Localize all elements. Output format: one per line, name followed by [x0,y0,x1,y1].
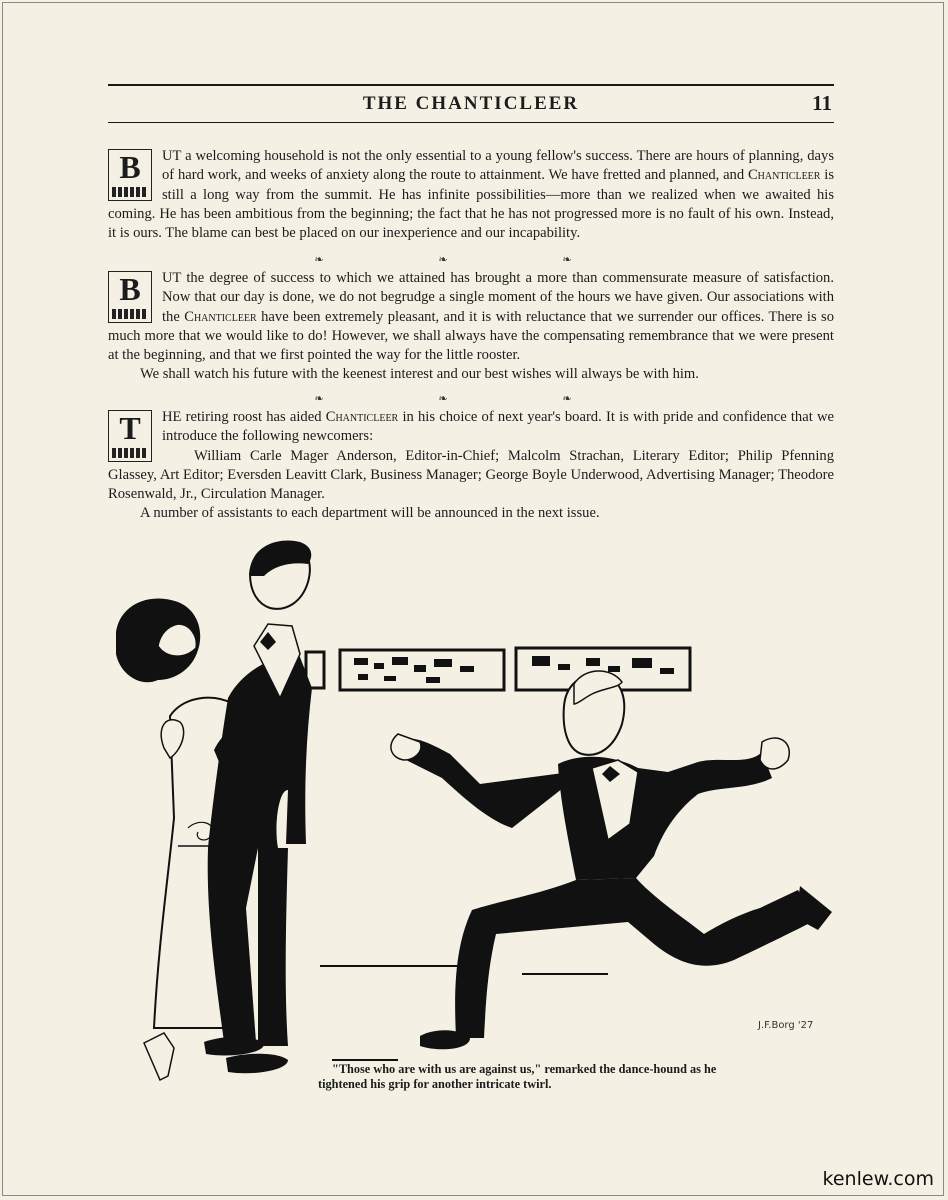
publication-title: THE CHANTICLEER [362,93,580,114]
chanticleer-name: Chanticleer [325,409,399,425]
drop-cap-ornament [112,448,148,458]
artist-signature: J.F.Borg '27 [758,1020,814,1031]
paragraph-3: T HE retiring roost has aided Chanticleer in his choice of next year's board. It is with pride and confidence that we introduce the following newcomers: William Carle Mager Anderson, Editor-in-Chief; Malcolm Strachan, Literary Editor; Philip Pfenning Glassey, Art Editor; Eversden Leavitt Clark, Business Manager; George Boyle Underwood, Advertising Manager; Theodore Rosenwald, Jr., Circulation Manager. A number of assistants to each department will be announced in the next issue. [108,408,834,524]
man-partner [204,540,312,1073]
section-ornament: ❧ ❧ ❧ [314,254,628,266]
running-dancer [391,671,832,1049]
drop-cap-ornament [112,187,148,197]
closing-line: We shall watch his future with the keenest interest and our best wishes will always be with him. [140,366,699,383]
site-watermark: kenlew.com [822,1168,934,1190]
drop-cap-b: B [108,149,152,201]
paragraph-2: B UT the degree of success to which we attained has brought a more than commensurate measure of satisfaction. Now that our day is done, we do not begrudge a single moment of the hours we have given. Our associations with the Chanticleer have been extremely pleasant, and it is with reluctance that we surrender our offices. There is so much more that we would like to do! However, we shall always have the compensating remembrance that we were present at the beginning, and that we first pointed the way for the little rooster. We shall watch his future with the keenest interest and our best wishes will always be with him. [108,269,834,385]
illustration-caption: "Those who are with us are against us," remarked the dance-hound as he tightened his grip for another intricate twirl. [318,1062,717,1091]
wall-frames [306,648,690,690]
running-header [108,84,834,123]
wall-frame-marks [354,656,674,683]
dance-illustration [108,528,834,1088]
chanticleer-name: Chanticleer [184,308,257,325]
drop-cap-b: B [108,271,152,323]
drop-cap-ornament [112,309,148,319]
closing-line: A number of assistants to each department will be announced in the next issue. [140,505,600,522]
chanticleer-name: Chanticleer [747,167,821,184]
paragraph-1: B UT a welcoming household is not the only essential to a young fellow's success. There are hours of planning, days of hard work, and weeks of anxiety along the route to attainment. We have fretted and planned, and Chanticleer is still a long way from the summit. He has infinite possibilities—more than we realized when we awaited his coming. He has been ambitious from the beginning; the fact that he has not progressed more is no fault of his own. Instead, it is ours. The blame can best be placed on our inexperience and our incapability. [108,148,834,242]
drop-cap-t: T [108,410,152,462]
new-board-list: William Carle Mager Anderson, Editor-in-Chief; Malcolm Strachan, Literary Editor; Philip Pfenning Glassey, Art Editor; Eversden Leavitt Clark, Business Manager; George Boyle Underwood, Advertising Manager; Theodore Rosenwald, Jr., Circulation Manager. [108,447,834,503]
section-ornament: ❧ ❧ ❧ [314,393,628,405]
page-number: 11 [812,91,832,115]
